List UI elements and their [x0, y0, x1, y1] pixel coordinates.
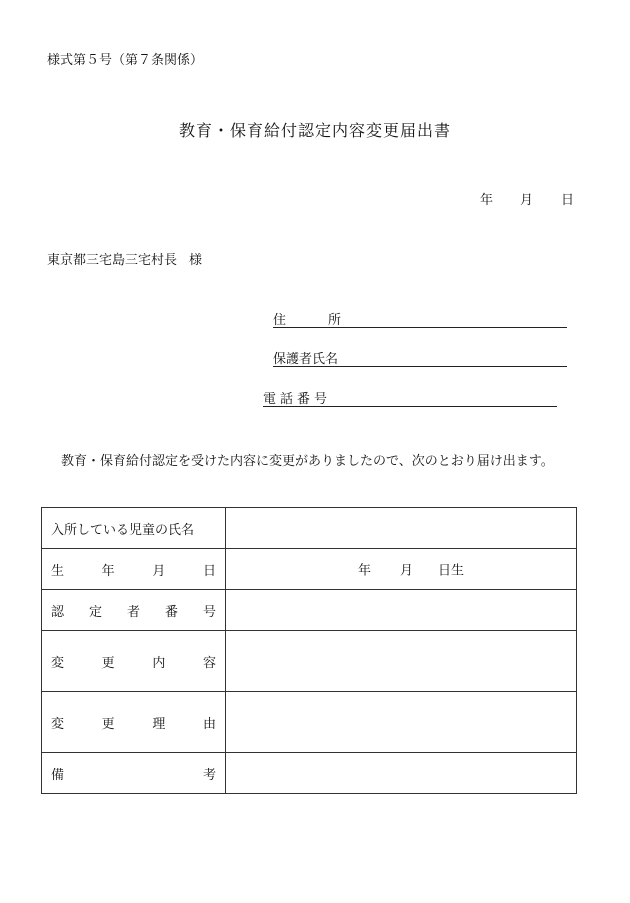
table-row — [42, 631, 577, 692]
addressee — [47, 249, 202, 268]
guardian-name-field[interactable] — [273, 348, 567, 367]
change-form-table — [41, 507, 577, 794]
date-month-label: 月 — [520, 193, 534, 208]
change-content-input[interactable] — [226, 631, 577, 692]
cert-number-label: 認定者番号 — [51, 604, 216, 620]
table-row — [42, 753, 577, 794]
guardian-name-label: 保護者氏名 — [273, 352, 339, 367]
change-content-label: 変更内容 — [51, 655, 216, 671]
phone-field[interactable] — [263, 388, 557, 407]
child-name-input[interactable] — [226, 508, 577, 549]
table-row — [42, 692, 577, 753]
change-reason-label: 変更理由 — [51, 716, 216, 732]
table-row — [42, 590, 577, 631]
form-number: 様式第５号（第７条関係） — [47, 53, 204, 68]
address-field[interactable] — [273, 309, 567, 328]
birth-day-label: 日生 — [438, 563, 465, 579]
birth-month-label: 月 — [400, 563, 414, 579]
remarks-input[interactable] — [226, 753, 577, 794]
table-row — [42, 549, 577, 590]
date-year-label: 年 — [480, 193, 494, 208]
address-label: 住 所 — [273, 313, 341, 328]
remarks-label: 備考 — [51, 767, 216, 783]
birth-date-input[interactable] — [226, 549, 577, 590]
phone-label: 電話番号 — [263, 392, 327, 407]
birth-year-label: 年 — [358, 563, 372, 579]
addressee-honorific: 様 — [189, 253, 203, 268]
statement-text: 教育・保育給付認定を受けた内容に変更がありましたので、次のとおり届け出ます。 — [61, 454, 554, 469]
change-reason-input[interactable] — [226, 692, 577, 753]
child-name-label: 入所している児童の氏名 — [42, 508, 226, 549]
table-row — [42, 508, 577, 549]
date-day-label: 日 — [561, 193, 575, 208]
cert-number-input[interactable] — [226, 590, 577, 631]
document-title: 教育・保育給付認定内容変更届出書 — [178, 121, 451, 140]
birth-date-label: 生年月日 — [51, 563, 216, 579]
addressee-name: 東京都三宅島三宅村長 — [47, 253, 178, 268]
